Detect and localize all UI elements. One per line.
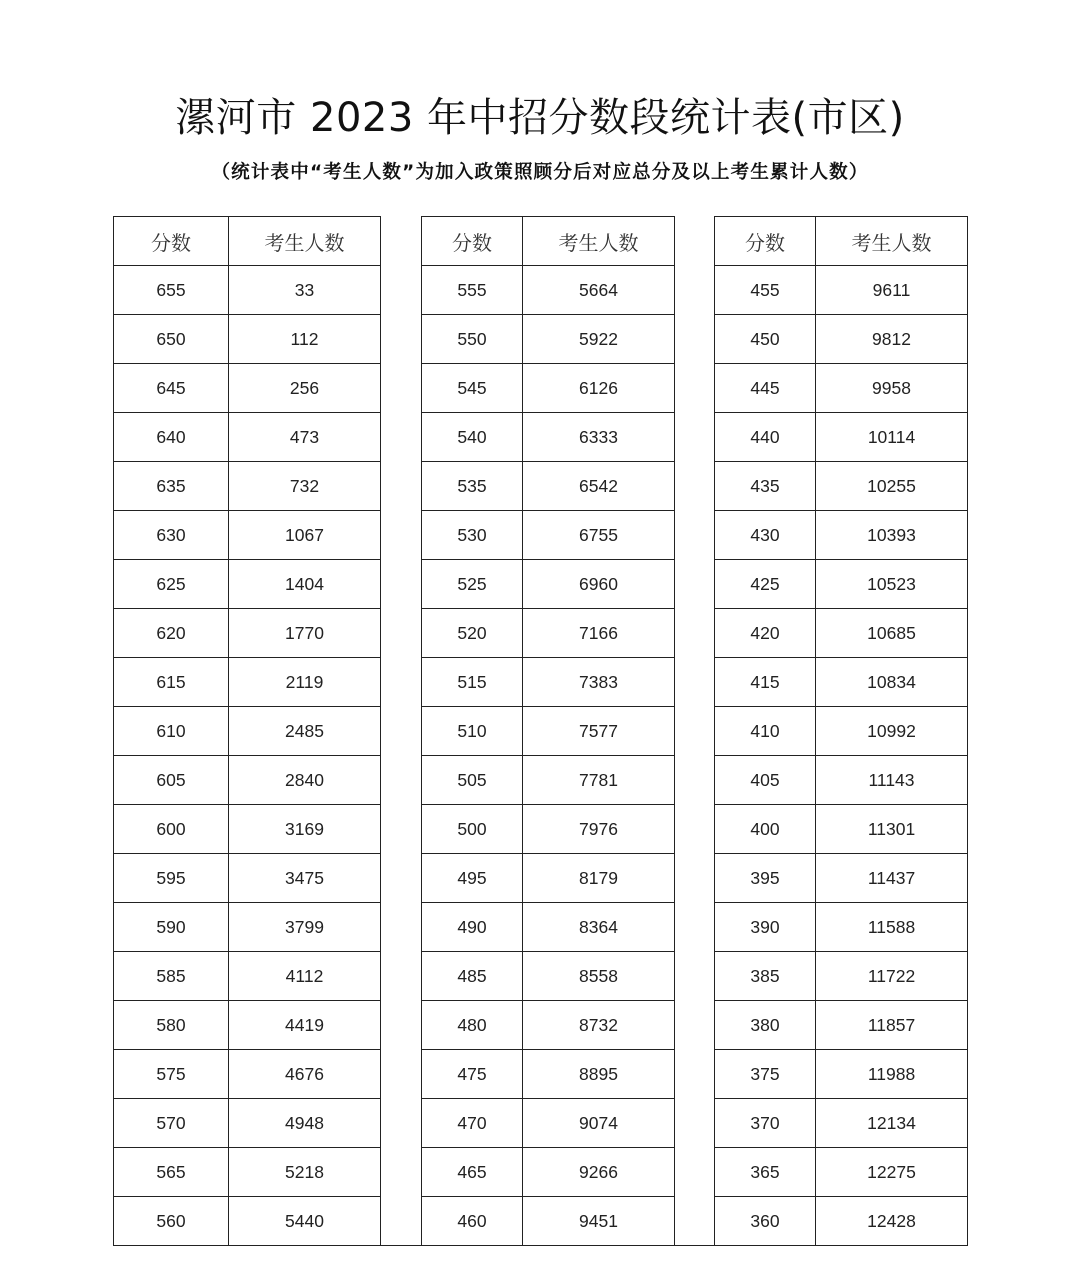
score-cell: 460 (422, 1197, 523, 1246)
score-cell: 430 (715, 511, 816, 560)
count-cell: 9812 (816, 315, 968, 364)
count-cell: 10685 (816, 609, 968, 658)
count-cell: 10255 (816, 462, 968, 511)
page-subtitle: （统计表中“考生人数”为加入政策照顾分后对应总分及以上考生累计人数） (211, 162, 869, 183)
table-row (114, 707, 968, 756)
count-cell: 6126 (523, 364, 675, 413)
count-cell: 5922 (523, 315, 675, 364)
score-cell: 635 (114, 462, 229, 511)
score-cell: 470 (422, 1099, 523, 1148)
column-gap (675, 609, 715, 658)
count-cell: 11588 (816, 903, 968, 952)
column-gap (675, 511, 715, 560)
score-cell: 525 (422, 560, 523, 609)
table-row (114, 266, 968, 315)
score-cell: 580 (114, 1001, 229, 1050)
score-cell: 495 (422, 854, 523, 903)
count-cell: 10114 (816, 413, 968, 462)
score-cell: 465 (422, 1148, 523, 1197)
table-header-row (114, 217, 968, 266)
count-cell: 1770 (229, 609, 381, 658)
count-cell: 10523 (816, 560, 968, 609)
score-cell: 620 (114, 609, 229, 658)
column-gap (381, 609, 422, 658)
column-gap (381, 462, 422, 511)
column-gap (381, 1099, 422, 1148)
score-cell: 595 (114, 854, 229, 903)
count-cell: 5664 (523, 266, 675, 315)
table-row (114, 903, 968, 952)
column-gap (675, 854, 715, 903)
count-cell: 11301 (816, 805, 968, 854)
column-gap (675, 1001, 715, 1050)
column-gap (381, 756, 422, 805)
score-cell: 445 (715, 364, 816, 413)
score-cell: 425 (715, 560, 816, 609)
count-cell: 6960 (523, 560, 675, 609)
column-gap (675, 560, 715, 609)
score-cell: 520 (422, 609, 523, 658)
count-cell: 5440 (229, 1197, 381, 1246)
score-cell: 530 (422, 511, 523, 560)
score-cell: 395 (715, 854, 816, 903)
column-gap (381, 413, 422, 462)
count-cell: 2840 (229, 756, 381, 805)
count-cell: 7166 (523, 609, 675, 658)
table-row (114, 805, 968, 854)
column-gap (675, 756, 715, 805)
score-cell: 440 (715, 413, 816, 462)
column-gap (675, 315, 715, 364)
score-cell: 585 (114, 952, 229, 1001)
score-cell: 420 (715, 609, 816, 658)
table-row (114, 1050, 968, 1099)
column-gap (675, 364, 715, 413)
count-cell: 3799 (229, 903, 381, 952)
score-cell: 455 (715, 266, 816, 315)
table-row (114, 364, 968, 413)
count-cell: 8895 (523, 1050, 675, 1099)
score-cell: 410 (715, 707, 816, 756)
score-cell: 480 (422, 1001, 523, 1050)
count-cell: 11857 (816, 1001, 968, 1050)
count-cell: 9074 (523, 1099, 675, 1148)
score-cell: 370 (715, 1099, 816, 1148)
score-cell: 380 (715, 1001, 816, 1050)
score-cell: 490 (422, 903, 523, 952)
table-row (114, 1099, 968, 1148)
score-cell: 615 (114, 658, 229, 707)
table-row (114, 854, 968, 903)
column-gap (675, 707, 715, 756)
column-gap (381, 1148, 422, 1197)
score-cell: 575 (114, 1050, 229, 1099)
count-cell: 2485 (229, 707, 381, 756)
table-row (114, 658, 968, 707)
count-cell: 11437 (816, 854, 968, 903)
page-title: 漯河市 2023 年中招分数段统计表(市区) (175, 95, 905, 141)
table-row (114, 609, 968, 658)
score-cell: 375 (715, 1050, 816, 1099)
column-gap (381, 511, 422, 560)
count-cell: 4112 (229, 952, 381, 1001)
column-gap (675, 1148, 715, 1197)
count-cell: 1404 (229, 560, 381, 609)
score-distribution-table (113, 216, 968, 1246)
score-cell: 505 (422, 756, 523, 805)
count-cell: 256 (229, 364, 381, 413)
score-cell: 640 (114, 413, 229, 462)
count-cell: 2119 (229, 658, 381, 707)
score-cell: 550 (422, 315, 523, 364)
count-cell: 1067 (229, 511, 381, 560)
score-cell: 560 (114, 1197, 229, 1246)
column-gap (675, 1197, 715, 1246)
table-row (114, 1148, 968, 1197)
count-cell: 8732 (523, 1001, 675, 1050)
column-gap (381, 805, 422, 854)
column-gap (381, 266, 422, 315)
score-cell: 590 (114, 903, 229, 952)
column-gap (675, 462, 715, 511)
count-cell: 7781 (523, 756, 675, 805)
column-gap (381, 658, 422, 707)
count-cell: 8179 (523, 854, 675, 903)
count-cell: 10393 (816, 511, 968, 560)
column-gap (675, 658, 715, 707)
score-cell: 390 (715, 903, 816, 952)
count-header: 考生人数 (816, 217, 968, 266)
score-cell: 540 (422, 413, 523, 462)
column-gap (675, 413, 715, 462)
column-gap (381, 217, 422, 266)
count-cell: 3169 (229, 805, 381, 854)
score-cell: 400 (715, 805, 816, 854)
score-header: 分数 (114, 217, 229, 266)
count-cell: 9611 (816, 266, 968, 315)
count-cell: 11722 (816, 952, 968, 1001)
table-row (114, 756, 968, 805)
count-cell: 7577 (523, 707, 675, 756)
score-cell: 435 (715, 462, 816, 511)
column-gap (381, 854, 422, 903)
count-header: 考生人数 (229, 217, 381, 266)
count-cell: 8364 (523, 903, 675, 952)
count-cell: 33 (229, 266, 381, 315)
table-row (114, 1197, 968, 1246)
score-cell: 535 (422, 462, 523, 511)
score-header: 分数 (422, 217, 523, 266)
column-gap (381, 1050, 422, 1099)
count-cell: 3475 (229, 854, 381, 903)
count-cell: 10834 (816, 658, 968, 707)
column-gap (675, 952, 715, 1001)
count-cell: 12428 (816, 1197, 968, 1246)
column-gap (675, 266, 715, 315)
table-row (114, 413, 968, 462)
column-gap (381, 952, 422, 1001)
column-gap (381, 1197, 422, 1246)
score-cell: 645 (114, 364, 229, 413)
score-cell: 485 (422, 952, 523, 1001)
count-cell: 9958 (816, 364, 968, 413)
column-gap (675, 903, 715, 952)
column-gap (675, 1099, 715, 1148)
score-cell: 405 (715, 756, 816, 805)
count-cell: 10992 (816, 707, 968, 756)
count-cell: 8558 (523, 952, 675, 1001)
column-gap (381, 1001, 422, 1050)
score-cell: 500 (422, 805, 523, 854)
score-cell: 545 (422, 364, 523, 413)
score-cell: 655 (114, 266, 229, 315)
count-cell: 12134 (816, 1099, 968, 1148)
score-cell: 365 (715, 1148, 816, 1197)
count-cell: 11143 (816, 756, 968, 805)
count-cell: 4419 (229, 1001, 381, 1050)
count-cell: 5218 (229, 1148, 381, 1197)
score-cell: 570 (114, 1099, 229, 1148)
count-cell: 9266 (523, 1148, 675, 1197)
score-cell: 360 (715, 1197, 816, 1246)
column-gap (675, 217, 715, 266)
count-cell: 4676 (229, 1050, 381, 1099)
score-cell: 385 (715, 952, 816, 1001)
score-header: 分数 (715, 217, 816, 266)
score-cell: 625 (114, 560, 229, 609)
count-cell: 112 (229, 315, 381, 364)
column-gap (381, 364, 422, 413)
column-gap (675, 805, 715, 854)
score-cell: 630 (114, 511, 229, 560)
count-cell: 12275 (816, 1148, 968, 1197)
score-cell: 600 (114, 805, 229, 854)
column-gap (381, 903, 422, 952)
score-cell: 605 (114, 756, 229, 805)
table-row (114, 511, 968, 560)
count-cell: 9451 (523, 1197, 675, 1246)
count-cell: 6333 (523, 413, 675, 462)
score-cell: 510 (422, 707, 523, 756)
score-cell: 415 (715, 658, 816, 707)
count-header: 考生人数 (523, 217, 675, 266)
table-row (114, 560, 968, 609)
table-row (114, 1001, 968, 1050)
table-row (114, 462, 968, 511)
score-cell: 565 (114, 1148, 229, 1197)
count-cell: 6542 (523, 462, 675, 511)
column-gap (381, 560, 422, 609)
count-cell: 732 (229, 462, 381, 511)
count-cell: 4948 (229, 1099, 381, 1148)
table-row (114, 952, 968, 1001)
column-gap (675, 1050, 715, 1099)
score-cell: 555 (422, 266, 523, 315)
score-cell: 475 (422, 1050, 523, 1099)
score-cell: 450 (715, 315, 816, 364)
count-cell: 6755 (523, 511, 675, 560)
count-cell: 7976 (523, 805, 675, 854)
score-cell: 515 (422, 658, 523, 707)
score-cell: 650 (114, 315, 229, 364)
column-gap (381, 315, 422, 364)
score-cell: 610 (114, 707, 229, 756)
count-cell: 473 (229, 413, 381, 462)
count-cell: 11988 (816, 1050, 968, 1099)
table-row (114, 315, 968, 364)
count-cell: 7383 (523, 658, 675, 707)
column-gap (381, 707, 422, 756)
